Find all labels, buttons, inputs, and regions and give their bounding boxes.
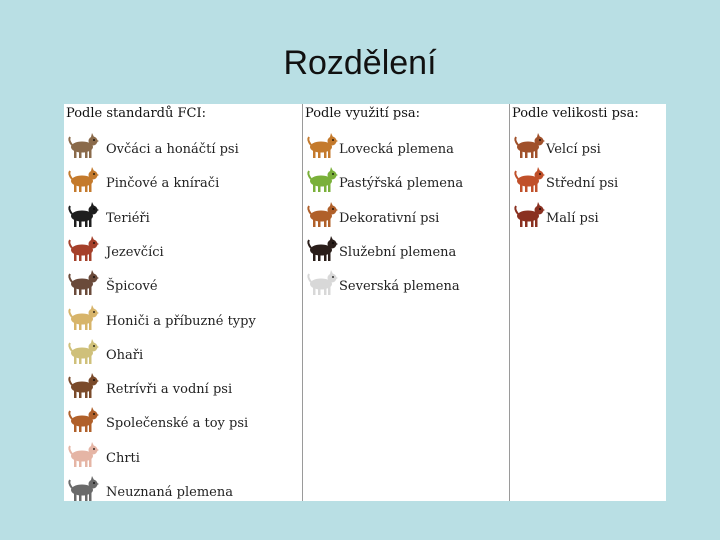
dog-hunting-icon xyxy=(305,131,339,161)
dog-pointer-icon xyxy=(66,337,100,367)
list-item-label: Ohaři xyxy=(106,347,144,363)
list-item-label: Retrívři a vodní psi xyxy=(106,382,233,398)
dog-toy-icon xyxy=(66,405,100,435)
list-item-label: Dekorativní psi xyxy=(339,210,440,226)
list-item-label: Pinčové a knírači xyxy=(106,176,220,192)
list-item-label: Pastýřská plemena xyxy=(339,176,464,192)
dog-service-icon xyxy=(305,234,339,264)
dog-nordic-icon xyxy=(305,268,339,298)
list-item-label: Velcí psi xyxy=(546,142,601,157)
list-item-label: Jezevčíci xyxy=(106,244,164,260)
list-item-label: Chrti xyxy=(106,450,140,466)
dog-spitz-icon xyxy=(66,268,100,298)
dog-decorative-icon xyxy=(305,200,339,230)
dog-greyhound-icon xyxy=(66,440,100,470)
dog-pinscher-icon xyxy=(66,165,100,195)
list-item-label: Severská plemena xyxy=(339,279,460,295)
dog-medium-icon xyxy=(512,165,546,195)
list-item-label: Malí psi xyxy=(546,210,599,226)
column-heading: Podle využití psa: xyxy=(305,106,421,121)
list-item-label: Ovčáci a honáčtí psi xyxy=(106,142,239,157)
list-item-label: Služební plemena xyxy=(339,244,457,260)
dog-hound-icon xyxy=(66,303,100,333)
list-item-label: Lovecká plemena xyxy=(339,142,454,157)
list-item-label: Společenské a toy psi xyxy=(106,416,249,432)
column-size xyxy=(510,104,666,501)
slide-title: Rozdělení xyxy=(283,44,437,82)
dog-terrier-icon xyxy=(66,200,100,230)
column-fci xyxy=(64,104,303,501)
dog-herding-icon xyxy=(305,165,339,195)
column-heading: Podle velikosti psa: xyxy=(512,106,639,121)
list-item-label: Špicové xyxy=(106,279,158,295)
list-item-label: Střední psi xyxy=(546,176,619,192)
dog-dachshund-icon xyxy=(66,234,100,264)
dog-retriever-icon xyxy=(66,371,100,401)
column-heading: Podle standardů FCI: xyxy=(66,106,206,121)
column-usage xyxy=(303,104,510,501)
dog-large-icon xyxy=(512,131,546,161)
list-item-label: Neuznaná plemena xyxy=(106,485,233,500)
classification-table xyxy=(64,104,666,501)
dog-small-icon xyxy=(512,200,546,230)
list-item-label: Honiči a příbuzné typy xyxy=(106,313,256,329)
dog-unrecognized-icon xyxy=(66,474,100,504)
list-item-label: Teriéři xyxy=(106,210,150,226)
dog-shepherd-icon xyxy=(66,131,100,161)
